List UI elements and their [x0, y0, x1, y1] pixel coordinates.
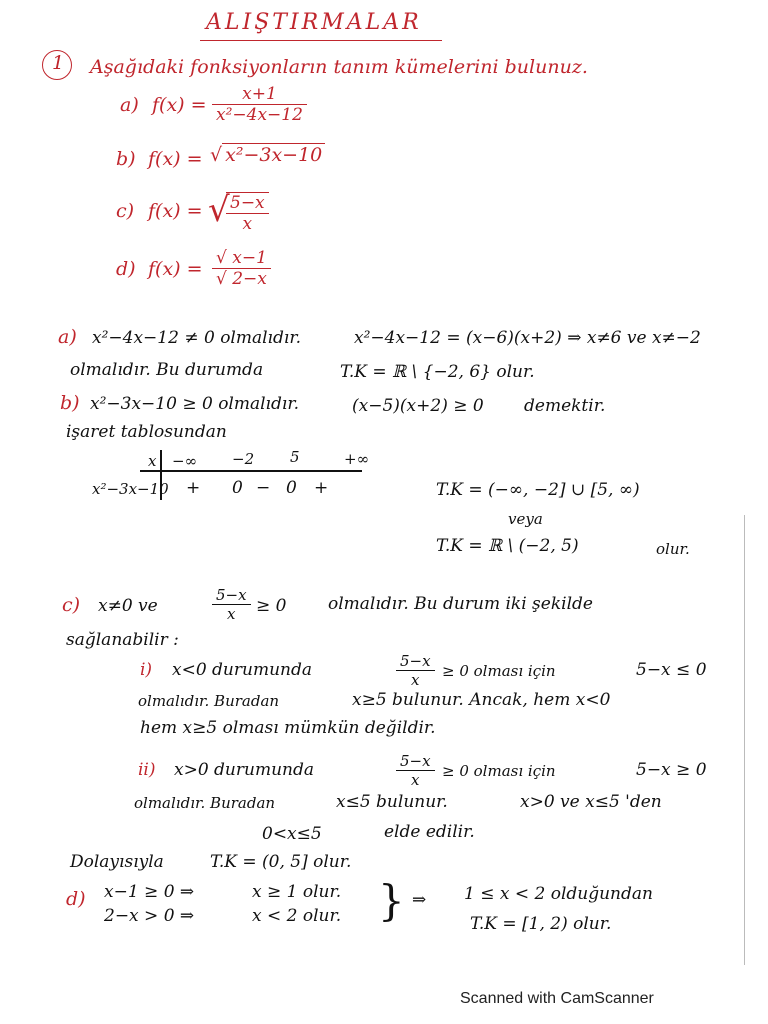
case-ii-f: x>0 ve x≤5 'den	[520, 792, 662, 812]
sol-b-result1: T.K = (−∞, −2] ∪ [5, ∞)	[436, 480, 640, 500]
sign-zero-1: 0	[232, 478, 243, 498]
sol-b-line1a: x²−3x−10 ≥ 0 olmalıdır.	[90, 394, 299, 414]
scanner-watermark: Scanned with CamScanner	[460, 990, 654, 1007]
case-ii-frac-num: 5−x	[400, 752, 431, 770]
case-i-c: 5−x ≤ 0	[636, 660, 707, 680]
case-ii-label: ii)	[138, 760, 156, 780]
sign-table-x-label: x	[148, 452, 157, 470]
item-d-label: d)	[116, 258, 136, 280]
problem-prompt: Aşağıdaki fonksiyonların tanım kümelerini bulunuz.	[90, 56, 588, 78]
sol-a-line1b: x²−4x−12 = (x−6)(x+2) ⇒ x≠6 ve x≠−2	[354, 328, 701, 348]
sol-b-or: veya	[508, 510, 543, 528]
conclusion-b: T.K = (0, 5] olur.	[210, 852, 352, 872]
item-a-fraction	[212, 84, 307, 126]
sol-a-line1a: x²−4x−12 ≠ 0 olmalıdır.	[92, 328, 301, 348]
case-ii-c: 5−x ≥ 0	[636, 760, 707, 780]
case-ii-fraction	[396, 752, 435, 789]
case-i-e: x≥5 bulunur. Ancak, hem x<0	[352, 690, 611, 710]
sol-c-cond: x≠0 ve	[98, 596, 158, 616]
sol-d-arrow: ⇒	[412, 890, 427, 910]
item-d-numerator: √ x−1	[216, 248, 267, 268]
sign-minus: −	[256, 478, 271, 498]
sol-c-text2: sağlanabilir :	[66, 630, 179, 650]
sol-d-res2: T.K = [1, 2) olur.	[470, 914, 612, 934]
sign-table-neg-inf: −∞	[172, 452, 198, 470]
item-d-lhs: f(x) =	[148, 258, 203, 280]
item-a-lhs: f(x) =	[152, 94, 207, 116]
item-a-numerator: x+1	[242, 84, 277, 104]
case-ii-g: 0<x≤5	[262, 824, 322, 844]
sol-a-line2b: T.K = ℝ \ {−2, 6} olur.	[340, 362, 535, 382]
item-c-sqrt-sign: √	[208, 190, 230, 230]
item-c-denominator: x	[242, 214, 253, 235]
sol-d-label: d)	[66, 888, 86, 910]
case-i-a: x<0 durumunda	[172, 660, 312, 680]
sol-d-brace: }	[378, 876, 405, 925]
sign-table-root2: 5	[290, 448, 300, 466]
case-ii-a: x>0 durumunda	[174, 760, 314, 780]
case-i-frac-den: x	[411, 671, 420, 689]
sign-table-hline	[140, 470, 362, 472]
item-c-lhs: f(x) =	[148, 200, 203, 222]
sol-c-fraction	[212, 586, 251, 623]
sol-b-line1b: (x−5)(x+2) ≥ 0	[352, 396, 484, 416]
sol-d-r2b: x < 2 olur.	[252, 906, 342, 926]
case-i-d: olmalıdır. Buradan	[138, 692, 280, 710]
item-c-fraction	[226, 192, 269, 235]
sign-plus-1: +	[186, 478, 201, 498]
sign-zero-2: 0	[286, 478, 297, 498]
page-title: ALIŞTIRMALAR	[206, 10, 422, 35]
sol-d-r1b: x ≥ 1 olur.	[252, 882, 342, 902]
sign-table-pos-inf: +∞	[344, 450, 370, 468]
item-b-label: b)	[116, 148, 136, 170]
case-i-fraction	[396, 652, 435, 689]
sol-d-res1: 1 ≤ x < 2 olduğundan	[464, 884, 653, 904]
case-i-label: i)	[140, 660, 153, 680]
sol-c-label: c)	[62, 594, 81, 616]
sign-table-root1: −2	[232, 450, 255, 468]
item-b-radicand: x²−3x−10	[222, 143, 325, 166]
case-ii-e: x≤5 bulunur.	[336, 792, 448, 812]
item-b-lhs: f(x) =	[148, 148, 203, 170]
case-i-f: hem x≥5 olması mümkün değildir.	[140, 718, 436, 738]
case-i-b: ≥ 0 olması için	[442, 662, 556, 680]
item-a-denominator: x²−4x−12	[216, 105, 303, 126]
sol-c-text1: olmalıdır. Bu durum iki şekilde	[328, 594, 593, 614]
sol-b-olur: olur.	[656, 540, 690, 558]
sol-d-r1a: x−1 ≥ 0 ⇒	[104, 882, 195, 902]
sol-a-label: a)	[58, 326, 77, 348]
item-a-label: a)	[120, 94, 139, 116]
title-underline	[200, 40, 442, 41]
item-b-sqrt: √ x²−3x−10	[210, 144, 325, 166]
sol-b-line2: işaret tablosundan	[66, 422, 227, 442]
item-c-numerator: 5−x	[230, 193, 265, 213]
sol-b-line1c: demektir.	[524, 396, 606, 416]
sol-b-label: b)	[60, 392, 80, 414]
sol-c-frac-num: 5−x	[216, 586, 247, 604]
case-ii-h: elde edilir.	[384, 822, 475, 842]
sol-c-frac-den: x	[227, 605, 236, 623]
sol-d-r2a: 2−x > 0 ⇒	[104, 906, 195, 926]
sol-c-ge0: ≥ 0	[256, 596, 287, 616]
item-d-denominator: √ 2−x	[216, 269, 267, 290]
case-i-frac-num: 5−x	[400, 652, 431, 670]
case-ii-d: olmalıdır. Buradan	[134, 794, 276, 812]
sign-plus-2: +	[314, 478, 329, 498]
case-ii-frac-den: x	[411, 771, 420, 789]
problem-number: 1	[52, 52, 65, 74]
case-ii-b: ≥ 0 olması için	[442, 762, 556, 780]
sol-a-line2a: olmalıdır. Bu durumda	[70, 360, 264, 380]
sol-b-result2: T.K = ℝ \ (−2, 5)	[436, 536, 579, 556]
item-d-fraction	[212, 248, 271, 290]
sign-table-row-label: x²−3x−10	[92, 480, 169, 498]
conclusion-a: Dolayısıyla	[70, 852, 164, 872]
item-c-label: c)	[116, 200, 135, 222]
paper-edge	[744, 515, 745, 965]
